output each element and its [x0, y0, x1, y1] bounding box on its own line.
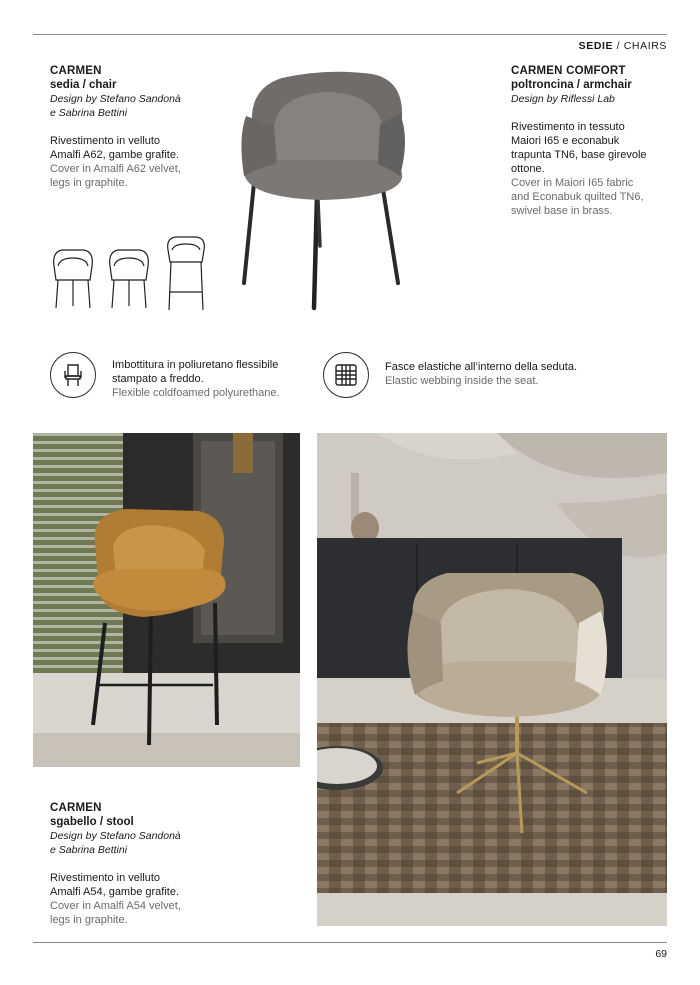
product-type: poltroncina / armchair [511, 79, 632, 91]
carmen-stool-info [50, 801, 181, 927]
carmen-line-drawings [48, 236, 212, 312]
designer-line: e Sabrina Bettini [50, 844, 128, 856]
description-it: trapunta TN6, base girevole [511, 149, 647, 161]
description-en: Cover in Amalfi A54 velvet, [50, 900, 181, 912]
carmen-stool-photo [33, 433, 300, 767]
section-title-it: SEDIE [578, 40, 614, 52]
description-en: and Econabuk quilted TN6, [511, 191, 644, 203]
chair-padding-icon [50, 352, 96, 398]
section-header [579, 40, 667, 52]
top-rule [33, 34, 667, 35]
product-type: sedia / chair [50, 79, 117, 91]
description-it: ottone. [511, 163, 545, 175]
designer-line: e Sabrina Bettini [50, 107, 128, 119]
designer-line: Design by Stefano Sandonà [50, 93, 181, 105]
product-type: sgabello / stool [50, 816, 134, 828]
description-it: Rivestimento in velluto [50, 135, 161, 147]
carmen-comfort-photo [317, 433, 667, 926]
description-en: Cover in Amalfi A62 velvet, [50, 163, 181, 175]
description-en: swivel base in brass. [511, 205, 613, 217]
feature-text-it: stampato a freddo. [112, 373, 204, 385]
section-title-en: CHAIRS [623, 40, 667, 52]
product-name: CARMEN COMFORT [511, 65, 626, 77]
bottom-rule [33, 942, 667, 943]
feature-padding [50, 352, 280, 400]
product-name: CARMEN [50, 802, 102, 814]
elastic-webbing-icon [323, 352, 369, 398]
designer-line: Design by Stefano Sandonà [50, 830, 181, 842]
carmen-chair-info [50, 64, 181, 190]
carmen-comfort-info [511, 64, 647, 218]
product-name: CARMEN [50, 65, 102, 77]
feature-text-en: Elastic webbing inside the seat. [385, 375, 539, 387]
description-it: Amalfi A62, gambe grafite. [50, 149, 180, 161]
description-en: Cover in Maiori I65 fabric [511, 177, 634, 189]
description-it: Rivestimento in tessuto [511, 121, 625, 133]
feature-text-it: Fasce elastiche all’interno della seduta. [385, 361, 578, 373]
section-separator: / [616, 40, 621, 52]
page-number: 69 [655, 948, 667, 960]
carmen-chair-image [232, 68, 412, 316]
feature-webbing [323, 352, 577, 398]
description-it: Amalfi A54, gambe grafite. [50, 886, 180, 898]
description-en: legs in graphite. [50, 177, 128, 189]
description-en: legs in graphite. [50, 914, 128, 926]
designer-line: Design by Riflessi Lab [511, 93, 615, 105]
description-it: Rivestimento in velluto [50, 872, 161, 884]
description-it: Maiori I65 e econabuk [511, 135, 620, 147]
feature-text-en: Flexible coldfoamed polyurethane. [112, 387, 280, 399]
feature-text-it: Imbottitura in poliuretano flessibile [112, 359, 279, 371]
